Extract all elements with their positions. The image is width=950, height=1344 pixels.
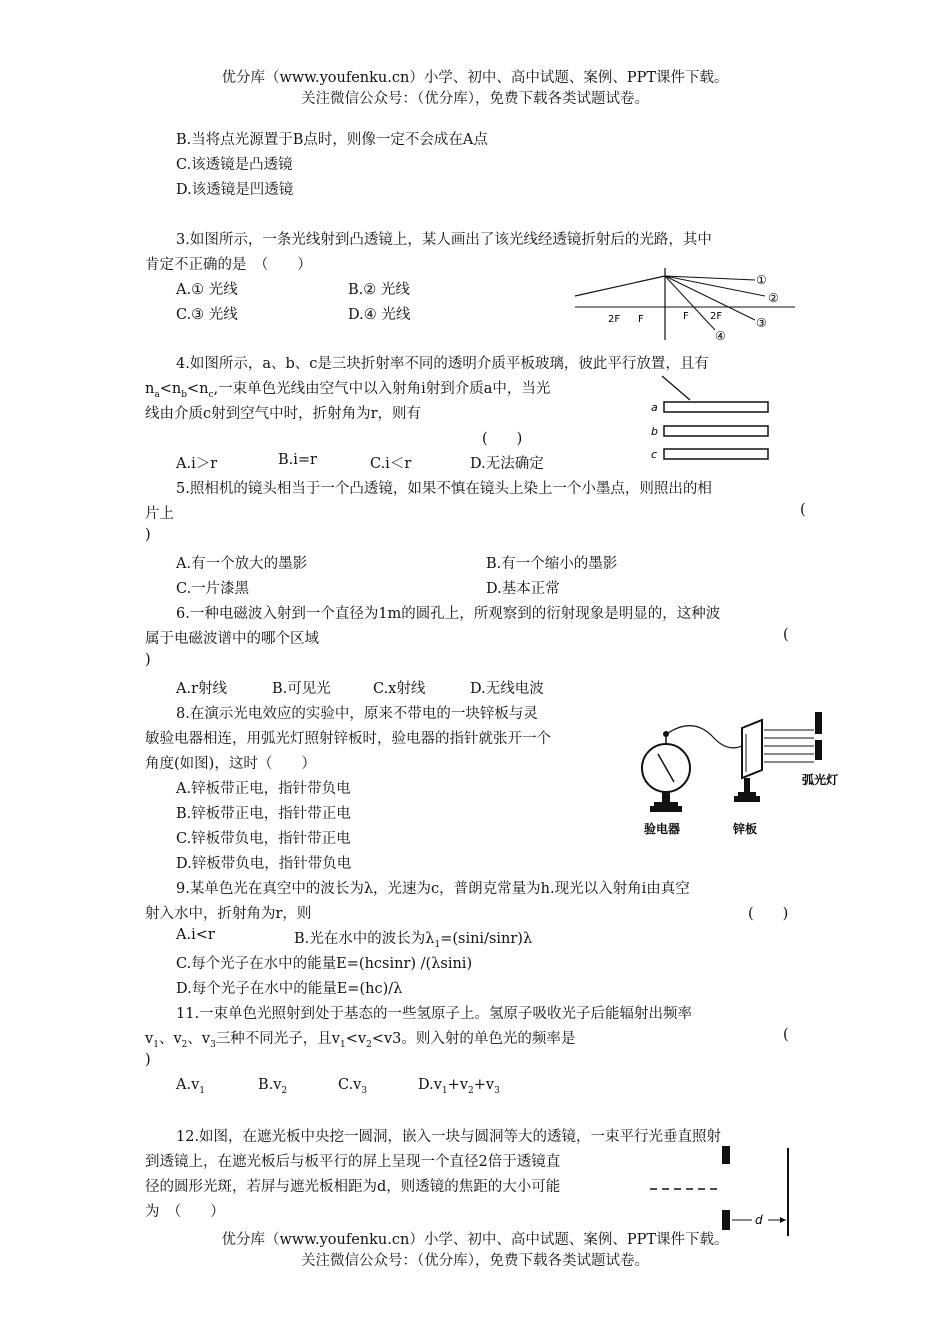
lamp-electrode-bottom <box>815 740 822 760</box>
q3-option-a: A.① 光线 <box>176 282 238 298</box>
label-a: a <box>651 401 658 414</box>
q8-option-c: C.锌板带负电，指针带正电 <box>176 831 351 847</box>
q4-stem-line-3: 线由介质c射到空气中时，折射角为r，则有 <box>145 406 422 422</box>
electroscope-needle <box>658 754 674 782</box>
label-right-f: F <box>683 311 689 322</box>
q3-stem-line-2: 肯定不正确的是 （ ） <box>145 257 312 273</box>
q5-option-b: B.有一个缩小的墨影 <box>486 556 618 572</box>
q9-stem-line-2: 射入水中，折射角为r，则 <box>145 906 312 922</box>
zinc-plate <box>742 720 762 778</box>
q4-option-c: C.i＜r <box>370 456 412 472</box>
q4-stem-line-2: $n_a<n_b<n_c$,一束单色光线由空气中以入射角i射到介质a中，当光 <box>145 381 551 400</box>
incident-ray <box>662 376 690 400</box>
label-d: d <box>755 1213 763 1227</box>
q9-answer-paren: ( ) <box>748 906 789 922</box>
q9-stem-line-1: 9.某单色光在真空中的波长为λ，光速为c，普朗克常量为h.现光以入射角i由真空 <box>176 881 690 897</box>
q9-option-d: D.每个光子在水中的能量E=(hc)/λ <box>176 981 403 997</box>
shield-top <box>722 1146 730 1164</box>
q2-option-b: B.当将点光源置于B点时，则像一定不会成在A点 <box>176 132 488 148</box>
q9-option-c: C.每个光子在水中的能量E=(hcsinr) /(λsini) <box>176 956 473 972</box>
q6-option-d: D.无线电波 <box>470 681 544 697</box>
footer-line-1: 优分库（www.youfenku.cn）小学、初中、高中试题、案例、PPT课件下载。 <box>221 1232 729 1248</box>
q6-option-b: B.可见光 <box>272 681 331 697</box>
wire <box>668 726 746 748</box>
q2-option-c: C.该透镜是凸透镜 <box>176 157 293 173</box>
label-ray-1: ① <box>756 273 767 287</box>
q3-option-d: D.④ 光线 <box>348 307 411 323</box>
q3-option-c: C.③ 光线 <box>176 307 238 323</box>
label-electroscope: 验电器 <box>644 822 681 836</box>
label-ray-3: ③ <box>756 316 767 330</box>
label-c: c <box>651 448 658 461</box>
q5-stem-line-2: 片上 <box>145 506 174 522</box>
q11-option-a: $A.v_1$ <box>176 1077 206 1096</box>
ray-1 <box>665 276 755 280</box>
plate-c <box>664 449 768 459</box>
q11-stem-line-2: $v_1$、$v_2$、$v_3$三种不同光子，且$v_1<v_2<v3$。则入射的单色光的频率是 <box>145 1031 576 1050</box>
q12-stem-line-3: 径的圆形光斑，若屏与遮光板相距为d，则透镜的焦距的大小可能 <box>145 1179 561 1195</box>
q8-stem-line-3: 角度(如图)，这时（ ） <box>145 756 316 772</box>
q11-paren-open: ( <box>783 1027 789 1043</box>
q6-option-c: C.x射线 <box>373 681 426 697</box>
label-ray-2: ② <box>768 291 779 305</box>
q3-stem-line-1: 3.如图所示，一条光线射到凸透镜上，某人画出了该光线经透镜折射后的光路，其中 <box>176 232 712 248</box>
q6-paren-close: ) <box>145 652 151 668</box>
q8-stem-line-1: 8.在演示光电效应的实验中，原来不带电的一块锌板与灵 <box>176 706 538 722</box>
q5-paren-close: ) <box>145 527 151 543</box>
label-right-2f: 2F <box>710 311 723 322</box>
plate-a <box>664 402 768 412</box>
q12-stem-line-2: 到透镜上，在遮光板后与板平行的屏上呈现一个直径2倍于透镜直 <box>145 1154 561 1170</box>
q8-option-b: B.锌板带正电，指针带正电 <box>176 806 351 822</box>
q12-stem-line-4: 为 （ ） <box>145 1204 225 1220</box>
q5-option-c: C.一片漆黑 <box>176 581 250 597</box>
incident-ray <box>575 276 665 296</box>
header-line-1: 优分库（www.youfenku.cn）小学、初中、高中试题、案例、PPT课件下载。 <box>221 70 729 86</box>
header-line-2: 关注微信公众号：（优分库），免费下载各类试题试卷。 <box>301 91 649 107</box>
q5-option-a: A.有一个放大的墨影 <box>176 556 308 572</box>
q4-option-d: D.无法确定 <box>470 456 544 472</box>
q6-option-a: A.r射线 <box>176 681 228 697</box>
q11-stem-line-1: 11.一束单色光照射到处于基态的一些氢原子上。氢原子吸收光子后能辐射出频率 <box>176 1006 693 1022</box>
q8-photoelectric-figure <box>634 706 850 844</box>
q11-paren-close: ) <box>145 1052 151 1068</box>
q8-option-a: A.锌板带正电，指针带负电 <box>176 781 351 797</box>
q4-option-b: B.i=r <box>278 452 317 468</box>
q4-answer-paren: ( ) <box>482 431 523 447</box>
q4-plates-figure <box>646 372 776 464</box>
q12-stem-line-1: 12.如图，在遮光板中央挖一圆洞，嵌入一块与圆洞等大的透镜，一束平行光垂直照射 <box>176 1129 722 1145</box>
q4-option-a: A.i＞r <box>176 456 218 472</box>
q2-option-d: D.该透镜是凹透镜 <box>176 182 294 198</box>
q11-option-c: $C.v_3$ <box>338 1077 368 1096</box>
label-ray-4: ④ <box>715 329 726 342</box>
shield-bottom <box>722 1210 730 1230</box>
lamp-electrode-top <box>815 712 822 734</box>
q8-option-d: D.锌板带负电，指针带负电 <box>176 856 352 872</box>
q9-option-b: B.光在水中的波长为$\lambda_1=(\sin i/\sin r)\lambda$ <box>294 931 533 950</box>
q5-paren-open: ( <box>800 502 806 518</box>
label-left-2f: 2F <box>608 314 621 325</box>
q11-option-d: $D.v_1+v_2+v_3$ <box>418 1077 500 1096</box>
q6-stem-line-1: 6.一种电磁波入射到一个直径为1m的圆孔上，所观察到的衍射现象是明显的，这种波 <box>176 606 721 622</box>
q6-stem-line-2: 属于电磁波谱中的哪个区域 <box>145 631 319 647</box>
q5-stem-line-1: 5.照相机的镜头相当于一个凸透镜，如果不慎在镜头上染上一个小墨点，则照出的相 <box>176 481 712 497</box>
q9-option-a: A.i<r <box>176 927 215 943</box>
q12-lens-screen-figure <box>646 1144 796 1240</box>
plate-b <box>664 426 768 436</box>
label-lamp: 弧光灯 <box>802 773 839 787</box>
q3-lens-figure <box>570 262 800 342</box>
q4-stem-line-1: 4.如图所示，a、b、c是三块折射率不同的透明介质平板玻璃，彼此平行放置，且有 <box>176 356 709 372</box>
q5-option-d: D.基本正常 <box>486 581 560 597</box>
label-zinc: 锌板 <box>733 822 758 836</box>
footer-line-2: 关注微信公众号：（优分库），免费下载各类试题试卷。 <box>301 1253 649 1269</box>
q11-option-b: $B.v_2$ <box>258 1077 288 1096</box>
q6-paren-open: ( <box>783 627 789 643</box>
ray-2 <box>665 276 765 296</box>
label-b: b <box>651 425 658 438</box>
q3-option-b: B.② 光线 <box>348 282 410 298</box>
label-left-f: F <box>638 314 644 325</box>
q8-stem-line-2: 敏验电器相连，用弧光灯照射锌板时，验电器的指针就张开一个 <box>145 731 551 747</box>
